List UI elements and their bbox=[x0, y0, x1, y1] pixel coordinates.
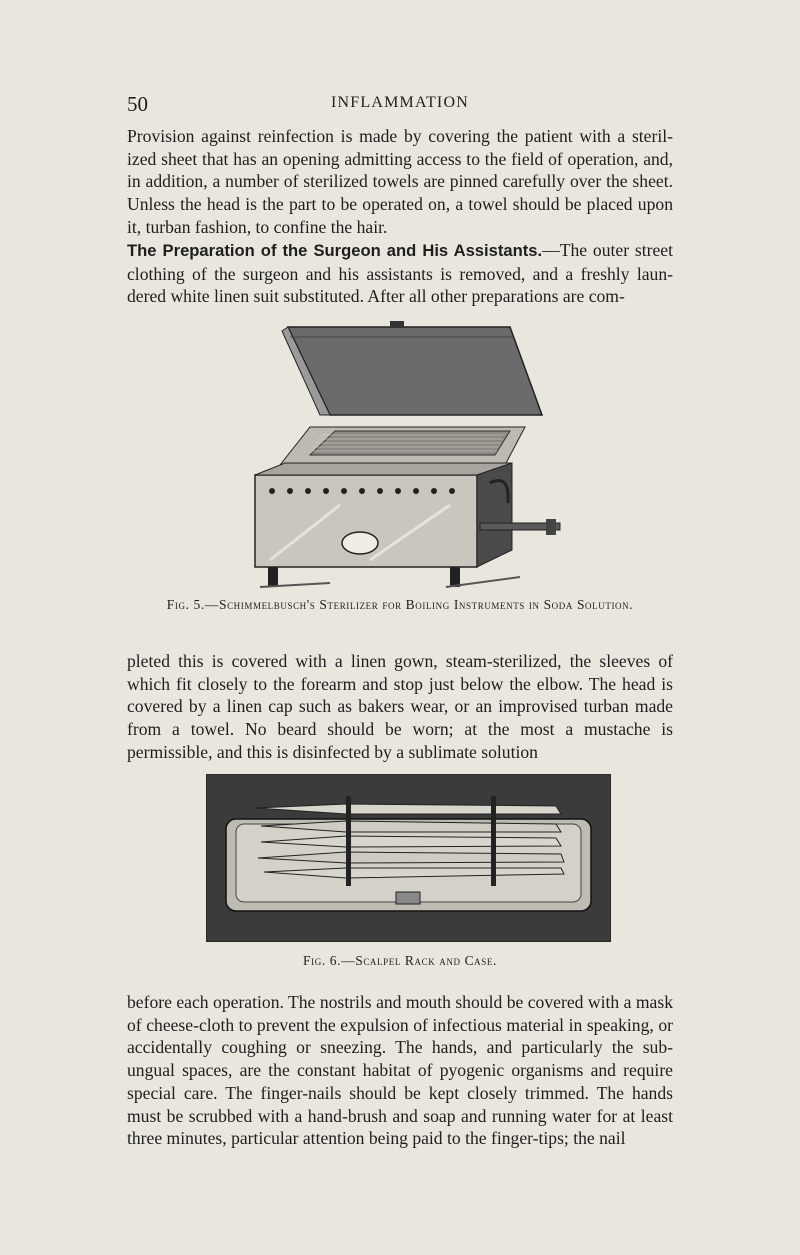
page-number: 50 bbox=[127, 92, 148, 116]
paragraph-gown: pleted this is covered with a linen gown, steam-sterilized, the sleeves of which fit closely to the forearm and stop just below the elbow. The head is covered by a linen cap such as bakers wear, or an improvised turban made from a towel. No beard should be worn; at the most a mustache is permissible, and this is disinfected by a sublimate solution bbox=[127, 651, 673, 762]
running-head: INFLAMMATION bbox=[331, 94, 469, 111]
paragraph-preparation bbox=[127, 239, 673, 308]
page-header bbox=[127, 92, 673, 116]
scalpel-rack-illustration bbox=[206, 774, 611, 942]
figure-5-caption: Fig. 5.—Schimmelbusch's Sterilizer for Boiling Instruments in Soda Solution. bbox=[166, 597, 634, 612]
paragraph-reinfection: Provision against reinfection is made by covering the patient with a steril-ized sheet that has an opening admitting access to the field of operation, and, in addition, a number of sterilized towels are pinned carefully over the sheet. Unless the head is the part to be operated on, a towel should be placed upon it, turban fashion, to confine the hair. bbox=[127, 126, 673, 237]
paragraph-mask-hands: before each operation. The nostrils and mouth should be covered with a mask of cheese-cloth to prevent the expulsion of infectious material in speaking, or accidentally coughing or sneezing. The hands, and particularly the sub-ungual spaces, are the constant habitat of pyogenic organisms and require special care. The finger-nails should be kept closely trimmed. The hands must be scrubbed with a hand-brush and soap and running water for at least three minutes, particular attention being paid to the finger-tips; the nail bbox=[127, 992, 673, 1149]
sterilizer-illustration bbox=[250, 315, 580, 593]
section-heading: The Preparation of the Surgeon and His Assistants. bbox=[127, 241, 543, 260]
figure-6-caption: Fig. 6.—Scalpel Rack and Case. bbox=[303, 953, 497, 968]
paragraph-preparation-text: —The outer street clothing of the surgeon and his assistants is removed, and a freshly laun-dered white linen suit substituted. After all other preparations are com- bbox=[127, 240, 673, 307]
